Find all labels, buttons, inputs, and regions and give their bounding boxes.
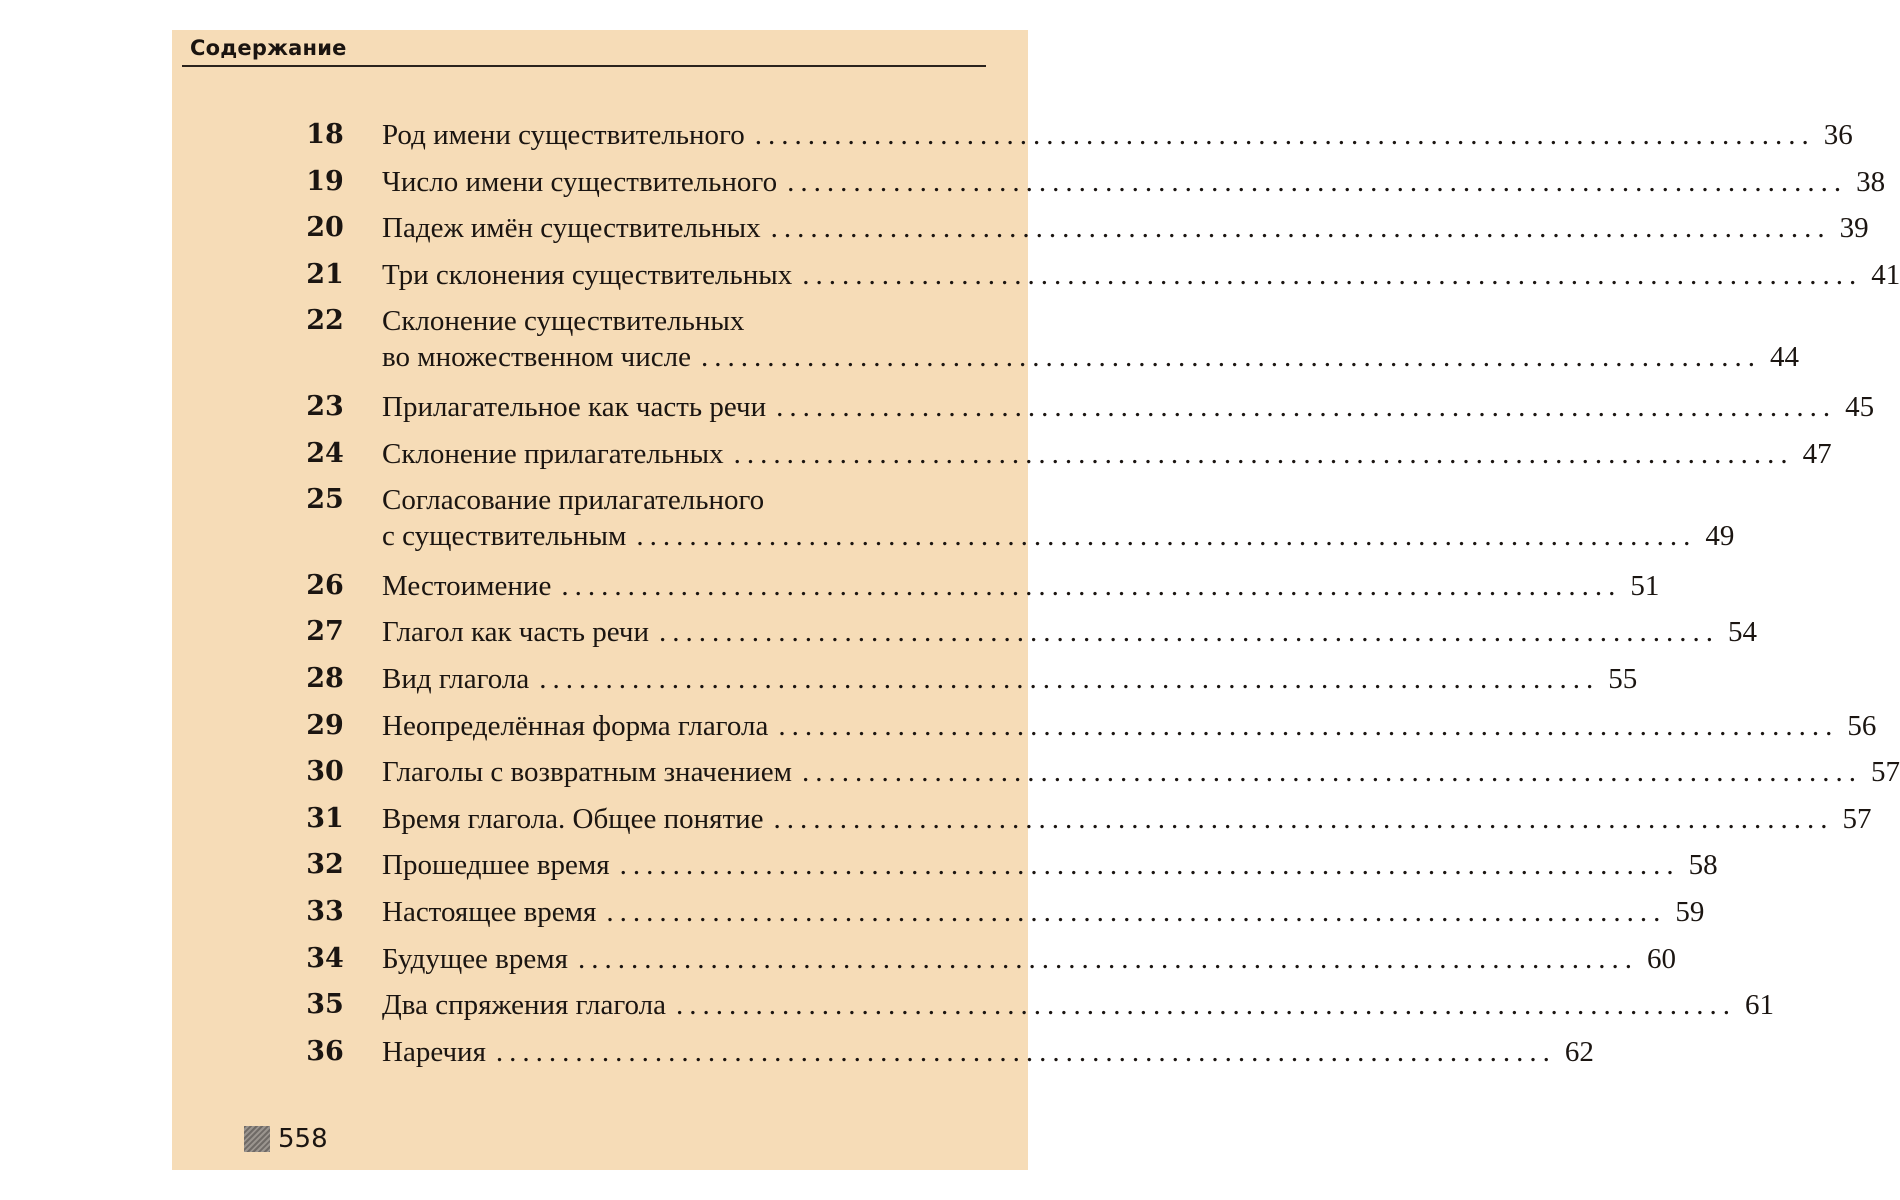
toc-entry-page: 36 <box>1823 119 1853 151</box>
toc-entry-number: 32 <box>306 849 344 881</box>
toc-entry-number: 34 <box>306 942 344 974</box>
toc-entry-title-line <box>382 165 1886 199</box>
toc-entry-title-line <box>382 988 1774 1022</box>
dot-leader: ................................................................................ <box>606 896 1667 928</box>
toc-entry-number: 31 <box>306 802 344 834</box>
toc-entry-page: 57 <box>1842 802 1872 835</box>
toc-entry-page: 60 <box>1646 942 1676 975</box>
toc-entry-title: Время глагола. Общее понятие <box>382 802 764 835</box>
book-page <box>172 30 1900 1170</box>
toc-entry-title-line <box>382 437 1832 471</box>
toc-entry-number: 35 <box>306 989 344 1021</box>
toc-entry-title: во множественном числе <box>382 341 691 374</box>
toc-entry-page: 58 <box>1688 849 1718 882</box>
dot-leader: ................................................................................ <box>659 616 1720 649</box>
toc-entry-title: Глагол как часть речи <box>382 616 650 649</box>
toc-entry-title: Склонение прилагательных <box>382 437 724 470</box>
toc-entry-number: 26 <box>306 569 344 601</box>
toc-entry-number: 33 <box>306 896 344 927</box>
toc-entry-page: 55 <box>1608 663 1638 695</box>
toc-entry-title-line <box>382 755 1900 789</box>
toc-entry-title: Наречия <box>382 1035 486 1068</box>
toc-entry-title: Прилагательное как часть речи <box>382 391 767 423</box>
toc-entry-number: 28 <box>306 663 344 694</box>
dot-leader: ................................................................................ <box>754 119 1815 151</box>
dot-leader: ................................................................................ <box>539 663 1600 695</box>
dot-leader: ................................................................................ <box>561 569 1622 602</box>
toc-entry-page: 54 <box>1728 616 1758 649</box>
toc-entry-page: 61 <box>1745 989 1774 1022</box>
running-head: Содержание <box>190 36 347 60</box>
toc-entry-title: с существительным <box>382 520 627 553</box>
toc-entry-title-line <box>382 942 1676 976</box>
toc-entry-number: 20 <box>306 212 344 244</box>
toc-entry-title: Число имени существительного <box>382 165 778 198</box>
toc-entry-number: 30 <box>306 756 344 788</box>
page-footer <box>244 1124 328 1154</box>
toc-entry-title-line <box>382 211 1869 245</box>
toc-entry-page: 41 <box>1871 258 1900 291</box>
dot-leader: ................................................................................ <box>778 709 1839 742</box>
toc-entry-page: 45 <box>1845 391 1875 423</box>
toc-entry-number: 21 <box>306 258 344 290</box>
toc-entry-title: Будущее время <box>382 942 568 975</box>
dot-leader: ................................................................................ <box>495 1035 1556 1068</box>
toc-entry-page: 44 <box>1770 341 1799 374</box>
toc-entry-title: Местоимение <box>382 569 552 602</box>
dot-leader: ................................................................................ <box>770 212 1831 245</box>
dot-leader: ................................................................................ <box>636 520 1697 553</box>
toc-entry-page: 39 <box>1839 212 1869 245</box>
toc-entry-title-line <box>382 709 1877 743</box>
toc-entry-page: 57 <box>1871 756 1900 789</box>
dot-leader: ................................................................................ <box>776 391 1837 423</box>
folio-marker-icon <box>244 1126 270 1152</box>
toc-entry-title-line <box>382 304 980 338</box>
toc-entry-number: 24 <box>306 437 344 469</box>
toc-entry-title-line <box>382 483 980 517</box>
toc-entry-title-line <box>382 615 1758 649</box>
toc-entry-page: 49 <box>1705 520 1735 553</box>
toc-entry-page: 62 <box>1564 1035 1594 1068</box>
toc-entry-title-line <box>382 1035 1594 1069</box>
toc-entry-number: 23 <box>306 391 344 422</box>
toc-entry-title-line <box>382 390 1875 424</box>
dot-leader: ................................................................................ <box>733 437 1794 470</box>
toc-entry-title-line <box>382 662 1638 696</box>
toc-entry-number: 22 <box>306 305 344 337</box>
toc-entry-title-line <box>382 569 1660 603</box>
toc-entry-number: 18 <box>306 119 344 150</box>
toc-entry-title: Падеж имён существительных <box>382 212 761 245</box>
dot-leader: ................................................................................ <box>619 849 1680 882</box>
toc-entry-title-line <box>382 848 1718 882</box>
toc-entry-title: Род имени существительного <box>382 119 745 151</box>
dot-leader: ................................................................................ <box>577 942 1638 975</box>
toc-entry-number: 27 <box>306 616 344 648</box>
toc-entry-title: Вид глагола <box>382 663 530 695</box>
toc-entry-page: 51 <box>1630 569 1660 602</box>
dot-leader: ................................................................................ <box>802 756 1862 789</box>
toc-entry-title: Согласование прилагательного <box>382 484 765 517</box>
toc-entry-title: Склонение существительных <box>382 305 745 338</box>
dot-leader: ................................................................................ <box>676 989 1736 1022</box>
toc-entry-page: 56 <box>1847 709 1877 742</box>
toc-entry-page: 47 <box>1802 437 1832 470</box>
table-of-contents <box>172 30 1900 1170</box>
toc-entry-title: Настоящее время <box>382 896 597 928</box>
toc-entry-page: 59 <box>1675 896 1705 928</box>
toc-entry-title-line <box>382 895 1705 929</box>
page-number: 558 <box>278 1124 328 1154</box>
dot-leader: ................................................................................ <box>787 165 1848 198</box>
dot-leader: ................................................................................ <box>701 341 1761 374</box>
toc-entry-title: Глаголы с возвратным значением <box>382 756 792 789</box>
toc-entry-number: 25 <box>306 484 344 516</box>
toc-entry-number: 29 <box>306 709 344 741</box>
toc-entry-title-line <box>382 519 1735 553</box>
toc-entry-title: Неопределённая форма глагола <box>382 709 769 742</box>
toc-entry-title-line <box>382 258 1900 292</box>
toc-entry-title: Прошедшее время <box>382 849 610 882</box>
toc-entry-title-line <box>382 118 1853 152</box>
toc-entry-title: Два спряжения глагола <box>382 989 666 1022</box>
toc-entry-page: 38 <box>1856 165 1886 198</box>
dot-leader: ................................................................................ <box>802 258 1863 291</box>
toc-entry-number: 19 <box>306 165 344 197</box>
toc-entry-title: Три склонения существительных <box>382 258 793 291</box>
dot-leader: ................................................................................ <box>773 802 1834 835</box>
toc-entry-number: 36 <box>306 1035 344 1067</box>
toc-entry-title-line <box>382 340 1799 374</box>
toc-entry-title-line <box>382 802 1872 836</box>
